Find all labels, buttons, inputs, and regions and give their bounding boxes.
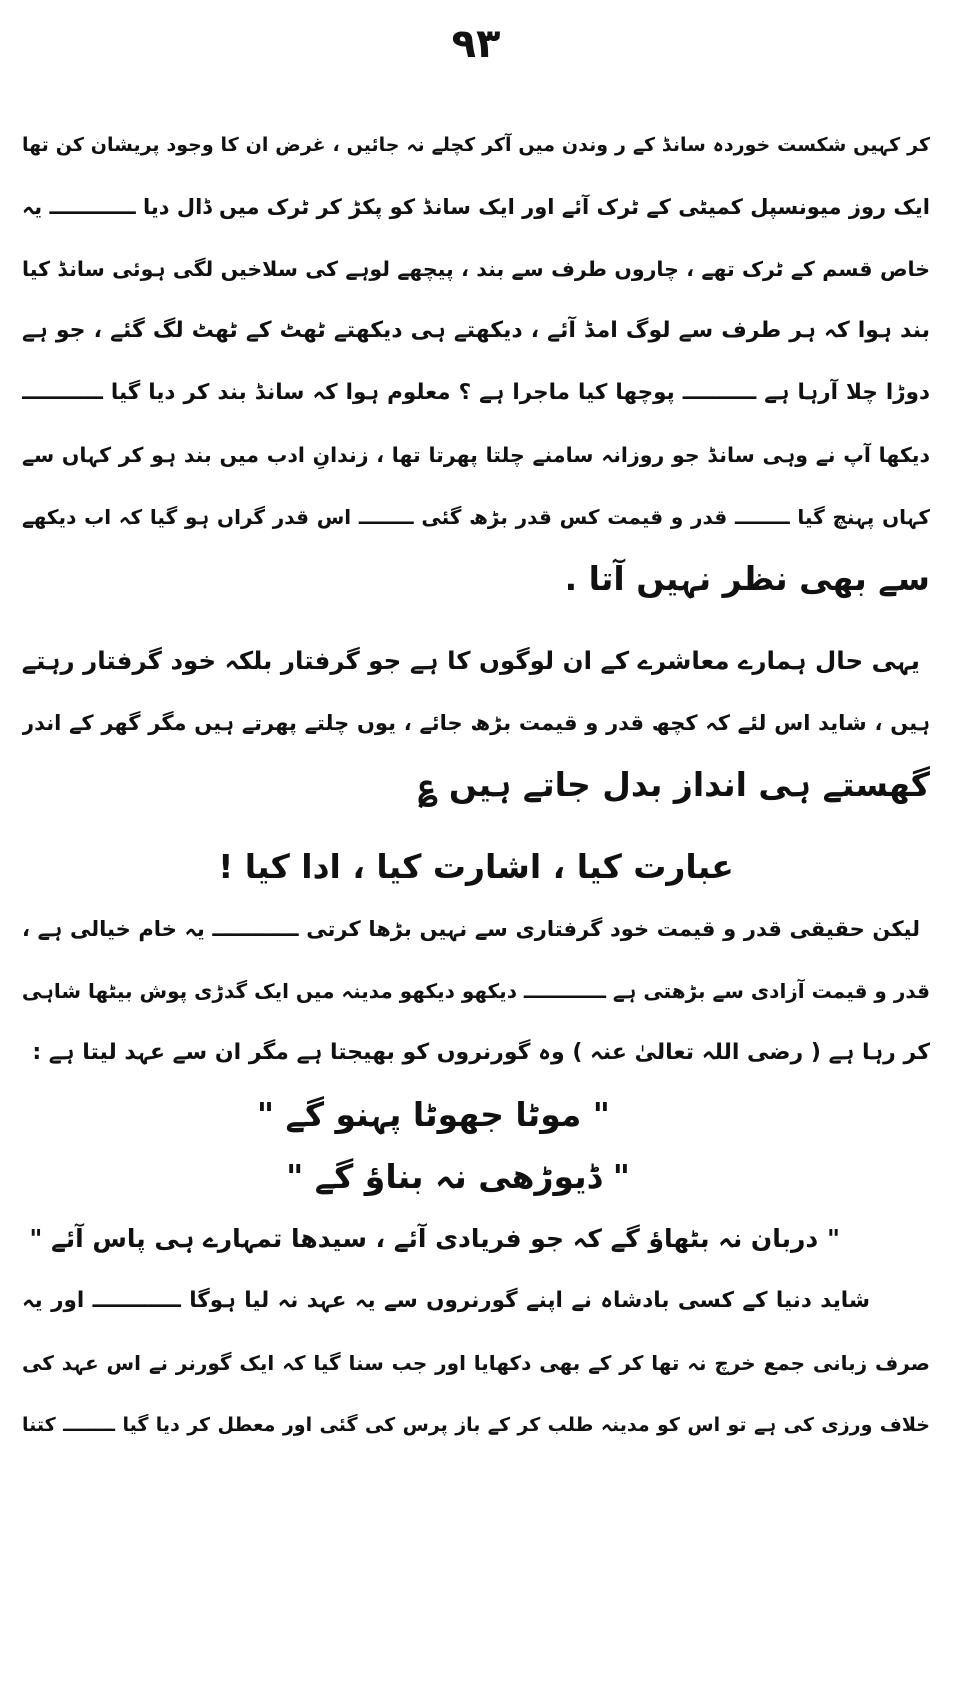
text-line: خاص قسم کے ٹرک تھے ، چاروں طرف سے بند ، پیچھے لوہے کی سلاخیں لگی ہوئی سانڈ کیا: [22, 257, 930, 281]
text-line: خلاف ورزی کی ہے تو اس کو مدینہ طلب کر کے باز پرس کی گئی اور معطل کر دیا گیا ــــــــ کتنا: [22, 1414, 930, 1436]
paragraph-4: [22, 1270, 930, 1456]
text-line: کہاں پہنچ گیا ــــــــ قدر و قیمت کس قدر بڑھ گئی ــــــــ اس قدر گراں ہو گیا کہ اب دیکھے: [22, 505, 930, 529]
text-line: لیکن حقیقی قدر و قیمت خود گرفتاری سے نہیں بڑھا کرتی ــــــــــــ یہ خام خیالی ہے ،: [22, 917, 920, 941]
paragraph-gap: [22, 816, 930, 836]
text-line: قدر و قیمت آزادی سے بڑھتی ہے ــــــــــــ دیکھو دیکھو مدینہ میں ایک گدڑی پوش بیٹھا شاہی: [22, 979, 930, 1003]
text-line: سے بھی نظر نہیں آتا .: [564, 559, 930, 598]
quote-line: " موٹا جھوٹا پہنو گے ": [256, 1095, 610, 1134]
text-line: بند ہوا کہ ہر طرف سے لوگ امڈ آئے ، دیکھتے ہی دیکھتے ٹھٹ کے ٹھٹ لگ گئے ، جو ہے: [22, 318, 930, 343]
text-line: دیکھا آپ نے وہی سانڈ جو روزانہ سامنے چلتا پھرتا تھا ، زندانِ ادب میں بند ہو کر کہاں سے: [22, 443, 930, 467]
paragraph-3: [22, 898, 930, 1084]
paragraph-1: [22, 114, 930, 610]
text-line: ہیں ، شاید اس لئے کہ کچھ قدر و قیمت بڑھ جائے ، یوں چلتے پھرتے ہیں مگر گھر کے اندر: [22, 711, 930, 735]
quote-line: " ڈیوڑھی نہ بناؤ گے ": [286, 1157, 630, 1196]
text-line: دوڑا چلا آرہا ہے ــــــــــ پوچھا کیا ماجرا ہے ؟ معلوم ہوا کہ سانڈ بند کر دیا گیا ـــــــــــ: [22, 380, 930, 405]
paragraph-2: [22, 630, 930, 816]
text-line: کر کہیں شکست خوردہ سانڈ کے ر وندن میں آکر کچلے نہ جائیں ، غرض ان کا وجود پریشان کن تھا: [22, 134, 930, 156]
couplet-line: عبارت کیا ، اشارت کیا ، ادا کیا !: [218, 847, 734, 886]
page-number: ۹۳: [451, 21, 501, 67]
paragraph-gap: [22, 610, 930, 630]
text-line: صرف زبانی جمع خرچ نہ تھا کر کے بھی دکھایا اور جب سنا گیا کہ ایک گورنر نے اس عہد کی: [22, 1351, 930, 1375]
text-line: گھستے ہی انداز بدل جاتے ہیں ؏: [418, 765, 930, 804]
quotes-block: [22, 1084, 930, 1270]
text-line: ایک روز میونسپل کمیٹی کے ٹرک آئے اور ایک سانڈ کو پکڑ کر ٹرک میں ڈال دیا ــــــــــــ یہ: [22, 195, 930, 219]
quote-line: " دربان نہ بٹھاؤ گے کہ جو فریادی آئے ، سیدھا تمہارے ہی پاس آئے ": [29, 1224, 840, 1253]
text-line: شاید دنیا کے کسی بادشاہ نے اپنے گورنروں سے یہ عہد نہ لیا ہوگا ــــــــــــ اور یہ: [22, 1288, 870, 1313]
text-line: یہی حال ہمارے معاشرے کے ان لوگوں کا ہے جو گرفتار بلکہ خود گرفتار رہتے: [22, 646, 920, 675]
text-line: کر رہا ہے ( رضی اللہ تعالیٰ عنہ ) وہ گورنروں کو بھیجتا ہے مگر ان سے عہد لیتا ہے :: [32, 1040, 930, 1065]
